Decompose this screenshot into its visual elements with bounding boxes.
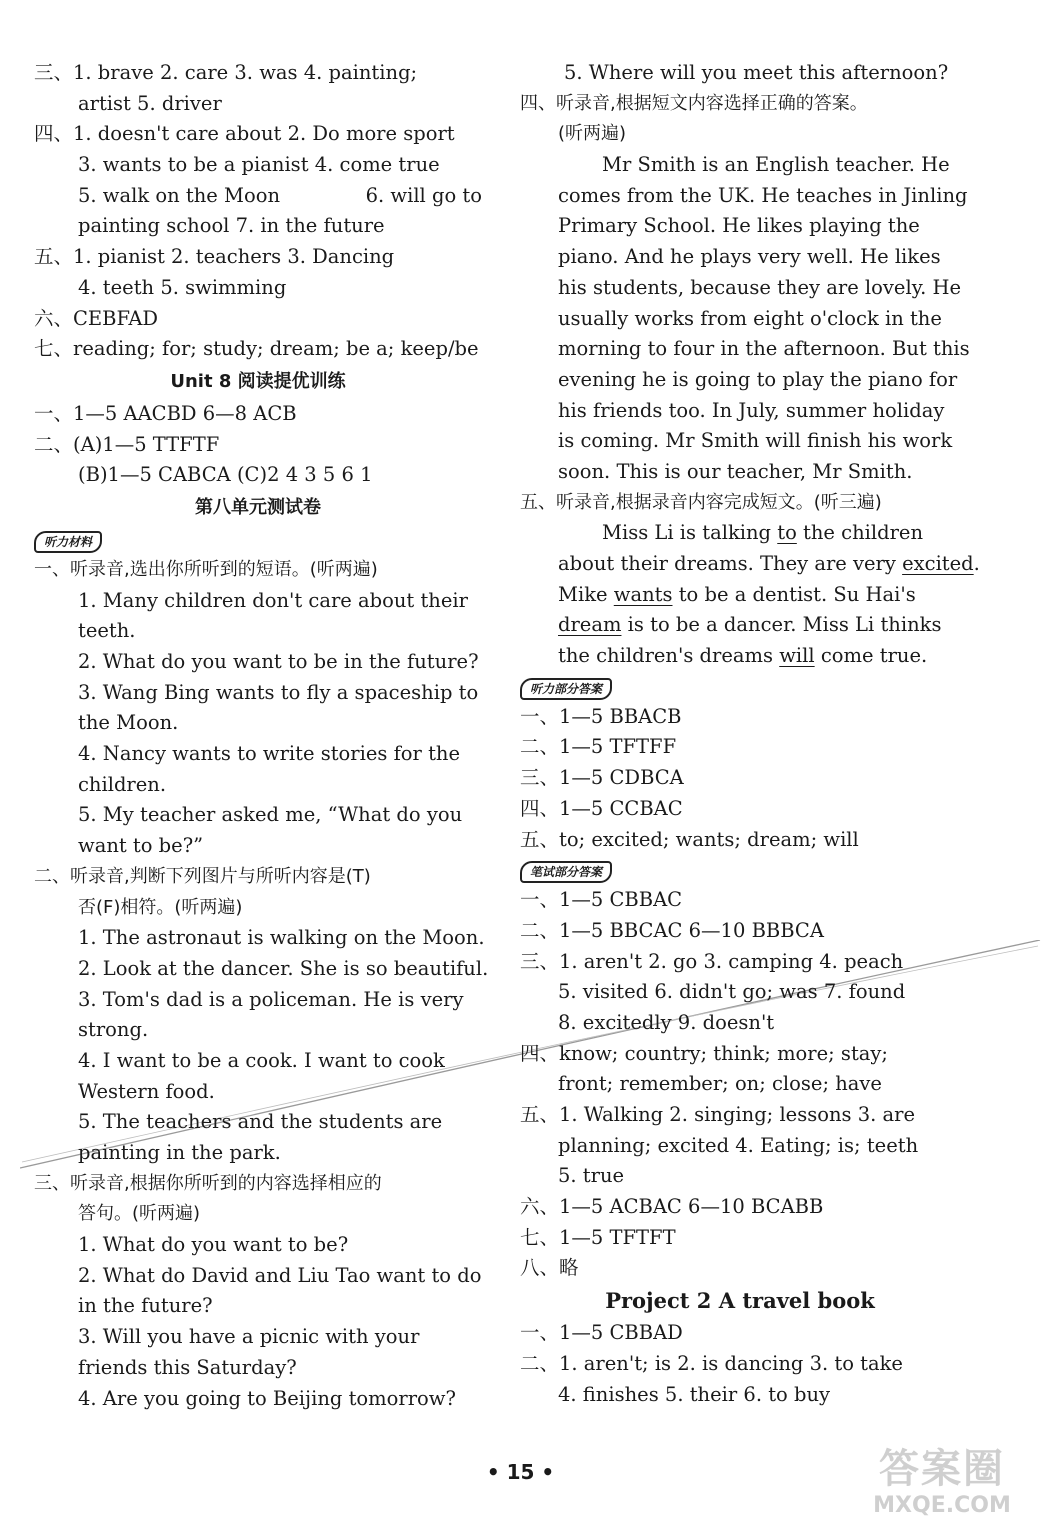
q2-item-2: 2. Look at the dancer. She is so beautiful.	[78, 956, 489, 980]
q5-blank-1: to	[777, 521, 797, 545]
q5-passage-line-1	[520, 518, 960, 549]
test-title: 第八单元测试卷	[195, 496, 321, 518]
section-7: 七、reading; for; study; dream; be a; keep/be	[34, 337, 479, 361]
q1-item-5b: want to be?”	[78, 834, 204, 858]
q1-item-3b: the Moon.	[78, 711, 179, 735]
q5-passage-line-5	[520, 641, 960, 672]
q3-item-2b: in the future?	[78, 1294, 213, 1318]
q1-item-2: 2. What do you want to be in the future?	[78, 650, 479, 673]
q5-heading: 五、听录音,根据录音内容完成短文。(听三遍)	[520, 491, 882, 513]
written-answer-7: 七、1—5 TFTFT	[520, 1225, 676, 1249]
project-answer-2a: 二、1. aren't; is 2. is dancing 3. to take	[520, 1351, 903, 1375]
q4-passage-line: morning to four in the afternoon. But this	[558, 337, 970, 361]
section-5-line-2: 4. teeth 5. swimming	[78, 275, 287, 299]
written-answer-5c: 5. true	[558, 1164, 625, 1188]
listening-answer-5: 五、to; excited; wants; dream; will	[520, 827, 859, 851]
section-6: 六、CEBFAD	[34, 306, 159, 330]
q5-text: come true.	[820, 644, 928, 668]
written-answer-5a: 五、1. Walking 2. singing; lessons 3. are	[520, 1103, 916, 1126]
q2-heading-b: 否(F)相符。(听两遍)	[78, 896, 243, 918]
q1-item-1a: 1. Many children don't care about their	[78, 588, 468, 612]
q5-passage-line-4	[520, 610, 960, 641]
q3-item-1: 1. What do you want to be?	[78, 1233, 349, 1257]
q4-passage-line: is coming. Mr Smith will finish his work	[558, 429, 953, 453]
written-answer-6: 六、1—5 ACBAC 6—10 BCABB	[520, 1195, 824, 1219]
q5-text: Mike	[558, 582, 608, 606]
q5-blank-2: excited	[902, 552, 974, 575]
written-answer-5b: planning; excited 4. Eating; is; teeth	[558, 1133, 919, 1157]
q1-heading: 一、听录音,选出你所听到的短语。(听两遍)	[34, 558, 378, 580]
section-4-line-3	[34, 181, 482, 212]
q2-heading-a: 二、听录音,判断下列图片与所听内容是(T)	[34, 865, 371, 887]
listening-answer-2: 二、1—5 TFTFF	[520, 735, 677, 759]
listening-material-tag: 听力材料	[34, 531, 102, 553]
q1-item-4a: 4. Nancy wants to write stories for the	[78, 742, 461, 766]
unit8-title: Unit 8 阅读提优训练	[170, 370, 346, 392]
q2-item-3a: 3. Tom's dad is a policeman. He is very	[78, 987, 464, 1011]
q1-item-1b: teeth.	[78, 619, 136, 643]
q4-heading-a: 四、听录音,根据短文内容选择正确的答案。	[520, 92, 868, 114]
section-4-line-4: painting school 7. in the future	[78, 214, 385, 238]
listening-answers-tag: 听力部分答案	[520, 678, 612, 700]
q5-passage-line-3	[520, 580, 960, 611]
q2-item-1: 1. The astronaut is walking on the Moon.	[78, 926, 485, 950]
written-answer-4a: 四、know; country; think; more; stay;	[520, 1041, 888, 1065]
q1-item-4b: children.	[78, 772, 167, 796]
unit8-line-3: (B)1—5 CABCA (C)2 4 3 5 6 1	[78, 463, 373, 487]
project-answer-1: 一、1—5 CBBAD	[520, 1321, 683, 1345]
watermark-text: 答案圈	[879, 1446, 1005, 1492]
unit8-line-1: 一、1—5 AACBD 6—8 ACB	[34, 401, 297, 425]
q4-passage-line: his students, because they are lovely. He	[558, 275, 962, 299]
written-answer-1: 一、1—5 CBBAC	[520, 888, 683, 912]
q4-passage-line: usually works from eight o'clock in the	[558, 306, 942, 330]
q2-item-4a: 4. I want to be a cook. I want to cook	[78, 1048, 445, 1072]
q4-passage	[520, 150, 970, 488]
q5-text: the children	[803, 521, 924, 545]
q5-blank-3: wants	[613, 582, 673, 606]
written-answer-3b: 5. visited 6. didn't go; was 7. found	[558, 980, 906, 1004]
q3-item-3a: 3. Will you have a picnic with your	[78, 1325, 420, 1349]
q2-item-5b: painting in the park.	[78, 1141, 281, 1164]
q5-text: to be a dentist. Su Hai's	[678, 582, 916, 606]
section-4-line-2: 3. wants to be a pianist 4. come true	[78, 153, 440, 177]
project-answer-2b: 4. finishes 5. their 6. to buy	[558, 1382, 831, 1406]
q5-blank-5: will	[779, 644, 815, 668]
watermark-url: MXQE.COM	[873, 1493, 1011, 1518]
q3-heading-a: 三、听录音,根据你所听到的内容选择相应的	[34, 1172, 382, 1194]
q2-item-3b: strong.	[78, 1018, 149, 1042]
written-answer-2: 二、1—5 BBCAC 6—10 BBBCA	[520, 918, 824, 942]
q1-item-5a: 5. My teacher asked me, “What do you	[78, 803, 463, 827]
written-answer-4b: front; remember; on; close; have	[558, 1072, 882, 1096]
q5-blank-4: dream	[558, 613, 622, 637]
q1-item-3a: 3. Wang Bing wants to fly a spaceship to	[78, 680, 479, 704]
section-4-item-5: 5. walk on the Moon	[78, 183, 281, 207]
q3-item-5: 5. Where will you meet this afternoon?	[564, 61, 949, 84]
written-answer-8: 八、略	[520, 1256, 579, 1280]
q3-item-2a: 2. What do David and Liu Tao want to do	[78, 1263, 482, 1287]
q4-passage-line: his friends too. In July, summer holiday	[558, 398, 945, 422]
unit8-line-2: 二、(A)1—5 TTFTF	[34, 432, 220, 456]
q4-passage-line: comes from the UK. He teaches in Jinling	[558, 183, 968, 207]
right-column	[520, 58, 980, 1410]
q4-passage-line: Primary School. He likes playing the	[558, 214, 920, 238]
q4-passage-line: evening he is going to play the piano for	[558, 367, 958, 391]
q3-heading-b: 答句。(听两遍)	[78, 1203, 201, 1225]
written-answer-3a: 三、1. aren't 2. go 3. camping 4. peach	[520, 949, 904, 973]
section-3-line-1: 三、1. brave 2. care 3. was 4. painting;	[34, 61, 418, 84]
listening-answer-1: 一、1—5 BBACB	[520, 704, 682, 728]
q5-text: is to be a dancer. Miss Li thinks	[627, 613, 942, 637]
q4-heading-b: (听两遍)	[558, 123, 627, 145]
q4-passage-line: Mr Smith is an English teacher. He	[602, 153, 950, 177]
q5-text: about their dreams. They are very	[558, 552, 896, 575]
q3-item-3b: friends this Saturday?	[78, 1355, 297, 1379]
section-4-line-1: 四、1. doesn't care about 2. Do more sport	[34, 122, 455, 146]
page-number: • 15 •	[486, 1460, 555, 1484]
left-column	[34, 58, 489, 1414]
section-3-line-2: artist 5. driver	[78, 91, 222, 115]
written-answer-3c: 8. excitedly 9. doesn't	[558, 1010, 775, 1034]
listening-answer-4: 四、1—5 CCBAC	[520, 796, 683, 820]
written-answers-tag: 笔试部分答案	[520, 861, 612, 883]
q4-passage-line: soon. This is our teacher, Mr Smith.	[558, 459, 913, 483]
q2-item-5a: 5. The teachers and the students are	[78, 1110, 443, 1134]
q5-text: Miss Li is talking	[602, 521, 772, 545]
watermark-logo	[857, 1446, 1027, 1528]
listening-answer-3: 三、1—5 CDBCA	[520, 766, 684, 790]
q4-passage-line: piano. And he plays very well. He likes	[558, 245, 941, 269]
section-5-line-1: 五、1. pianist 2. teachers 3. Dancing	[34, 245, 395, 269]
section-4-item-6: 6. will go to	[365, 183, 482, 207]
q2-item-4b: Western food.	[78, 1079, 215, 1103]
q5-text: the children's dreams	[558, 644, 774, 668]
q5-passage-line-2: about their dreams. They are very excited.	[558, 552, 980, 575]
project2-title: Project 2 A travel book	[605, 1288, 875, 1314]
q3-item-4: 4. Are you going to Beijing tomorrow?	[78, 1386, 456, 1410]
